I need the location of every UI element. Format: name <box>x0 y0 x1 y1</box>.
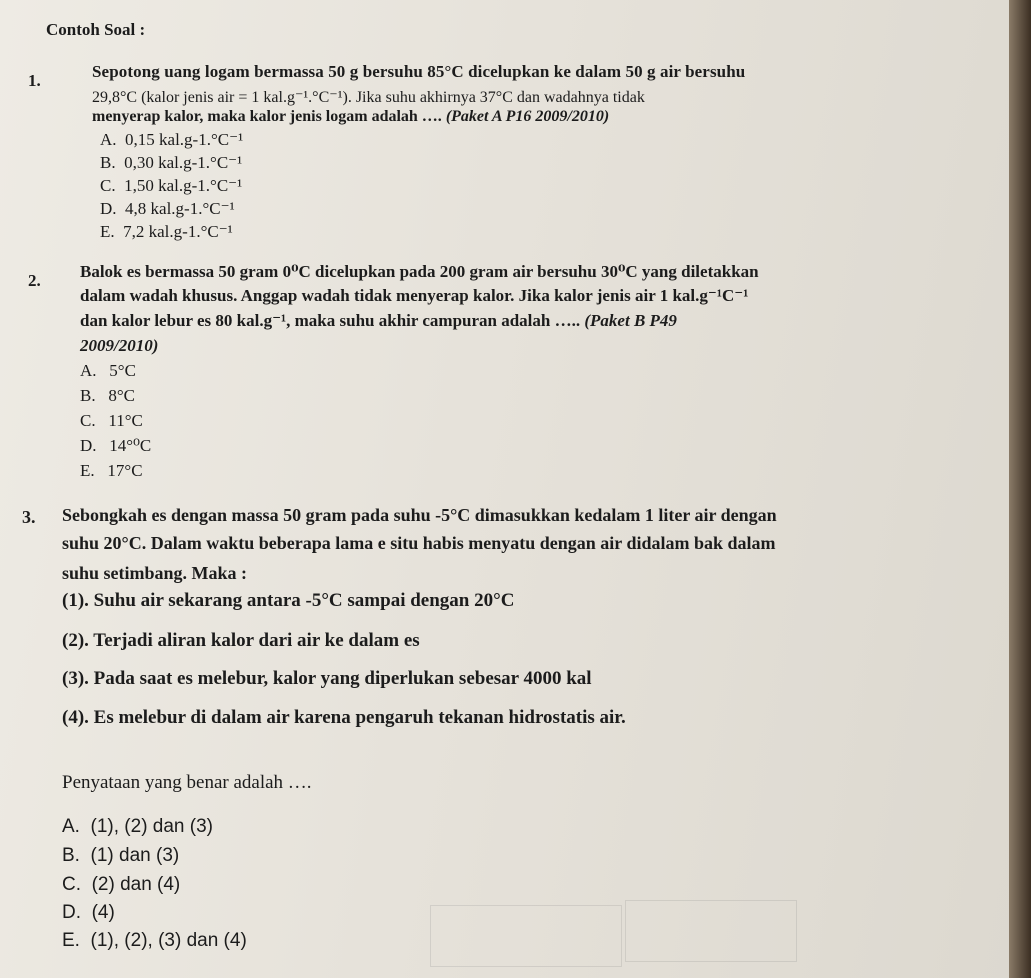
option-text: 0,15 kal.g-1.°C⁻¹ <box>125 130 244 149</box>
question-3-option-e <box>62 930 247 952</box>
question-1-source: (Paket A P16 2009/2010) <box>445 108 610 125</box>
option-letter: D. <box>100 199 117 218</box>
question-3-line-3: suhu setimbang. Maka : <box>62 563 248 583</box>
question-3-option-c <box>62 874 180 896</box>
option-letter: A. <box>62 816 80 837</box>
option-text: 17°C <box>107 461 143 480</box>
show-through-box-left <box>430 905 622 967</box>
question-2-stem-end: dan kalor lebur es 80 kal.g⁻¹, maka suhu akhir campuran adalah ….. <box>80 311 581 330</box>
question-1-option-e <box>100 222 233 242</box>
option-letter: E. <box>80 461 95 480</box>
question-1-option-d <box>100 199 235 219</box>
question-2-number: 2. <box>28 271 41 290</box>
question-3-number: 3. <box>22 507 36 527</box>
option-text: 0,30 kal.g-1.°C⁻¹ <box>124 153 243 172</box>
question-1-number: 1. <box>28 71 41 90</box>
question-3-option-b <box>62 845 179 867</box>
option-letter: C. <box>62 874 81 895</box>
option-letter: D. <box>80 436 97 455</box>
question-2-option-a <box>80 361 136 381</box>
option-letter: B. <box>80 386 96 405</box>
option-letter: A. <box>80 361 97 380</box>
option-letter: A. <box>100 130 117 149</box>
option-text: 1,50 kal.g-1.°C⁻¹ <box>124 176 243 195</box>
option-text: 14°⁰C <box>109 436 152 455</box>
question-3-line-1: Sebongkah es dengan massa 50 gram pada suhu -5°C dimasukkan kedalam 1 liter air dengan <box>62 505 777 525</box>
statement-1: (1). Suhu air sekarang antara -5°C sampai dengan 20°C <box>62 590 515 611</box>
statement-4: (4). Es melebur di dalam air karena pengaruh tekanan hidrostatis air. <box>62 707 626 728</box>
question-1-option-a <box>100 130 243 150</box>
option-letter: D. <box>62 902 81 923</box>
question-2-source-part-1: (Paket B P49 <box>584 311 677 330</box>
question-2-line-2: dalam wadah khusus. Anggap wadah tidak menyerap kalor. Jika kalor jenis air 1 kal.g⁻¹C⁻¹ <box>80 286 749 305</box>
question-2-option-d <box>80 436 151 456</box>
option-letter: E. <box>62 930 80 951</box>
question-2-option-b <box>80 386 135 406</box>
option-text: (1) dan (3) <box>90 845 180 866</box>
question-1-stem-end: menyerap kalor, maka kalor jenis logam adalah …. <box>92 108 442 125</box>
page-edge-shadow <box>1009 0 1031 978</box>
option-letter: E. <box>100 222 115 241</box>
statement-2: (2). Terjadi aliran kalor dari air ke dalam es <box>62 630 420 651</box>
show-through-box-right <box>625 900 797 962</box>
question-2-option-c <box>80 411 143 431</box>
question-1-line-3 <box>92 108 609 126</box>
question-3-option-d <box>62 902 115 924</box>
option-text: 11°C <box>108 411 143 430</box>
question-1-option-b <box>100 153 242 173</box>
option-letter: C. <box>80 411 96 430</box>
question-3-option-a <box>62 816 213 838</box>
question-2-option-e <box>80 461 143 481</box>
question-3-prompt: Penyataan yang benar adalah …. <box>62 772 312 793</box>
option-text: (1), (2), (3) dan (4) <box>90 930 247 951</box>
option-text: (4) <box>91 902 115 923</box>
option-text: 4,8 kal.g-1.°C⁻¹ <box>125 199 235 218</box>
question-2-line-3 <box>80 311 677 331</box>
option-text: 5°C <box>109 361 136 380</box>
option-letter: C. <box>100 176 116 195</box>
question-2-source-part-2: 2009/2010) <box>80 336 159 355</box>
option-text: (1), (2) dan (3) <box>90 816 213 837</box>
option-letter: B. <box>62 845 80 866</box>
option-text: (2) dan (4) <box>91 874 181 895</box>
question-1-line-1: Sepotong uang logam bermassa 50 g bersuhu 85°C dicelupkan ke dalam 50 g air bersuhu <box>92 62 746 81</box>
option-text: 7,2 kal.g-1.°C⁻¹ <box>123 222 233 241</box>
option-text: 8°C <box>108 386 135 405</box>
question-1-option-c <box>100 176 242 196</box>
option-letter: B. <box>100 153 116 172</box>
question-1-line-2: 29,8°C (kalor jenis air = 1 kal.g⁻¹.°C⁻¹). Jika suhu akhirnya 37°C dan wadahnya tidak <box>92 89 645 106</box>
question-2-line-1: Balok es bermassa 50 gram 0⁰C dicelupkan pada 200 gram air bersuhu 30⁰C yang diletakkan <box>80 262 759 281</box>
question-3-line-2: suhu 20°C. Dalam waktu beberapa lama e situ habis menyatu dengan air didalam bak dalam <box>62 533 776 553</box>
statement-3: (3). Pada saat es melebur, kalor yang diperlukan sebesar 4000 kal <box>62 668 592 689</box>
page-title: Contoh Soal : <box>46 20 146 39</box>
